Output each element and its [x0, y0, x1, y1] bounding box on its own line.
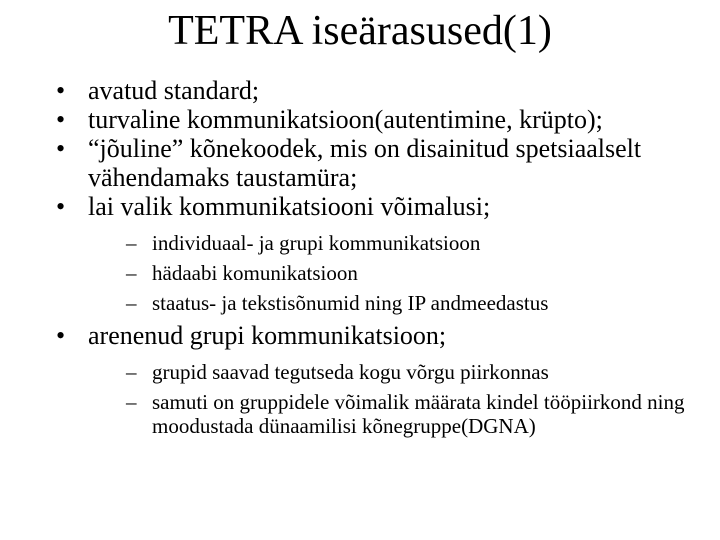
sub-bullet-item — [126, 390, 696, 438]
sub-bullet-text: grupid saavad tegutseda kogu võrgu piirkonnas — [152, 360, 549, 384]
bullet-icon: • — [56, 321, 66, 350]
bullet-item — [56, 76, 696, 105]
bullet-list — [56, 76, 696, 438]
dash-icon: – — [126, 360, 137, 384]
dash-icon: – — [126, 390, 137, 414]
sub-bullet-text: individuaal- ja grupi kommunikatsioon — [152, 231, 481, 255]
sub-bullet-text: samuti on gruppidele võimalik määrata kindel tööpiirkond ning moodustada dünaamilisi kõnegruppe(DGNA) — [152, 390, 685, 438]
bullet-icon: • — [56, 192, 66, 221]
bullet-item — [56, 192, 696, 315]
bullet-text: avatud standard; — [88, 76, 260, 105]
dash-icon: – — [126, 291, 137, 315]
bullet-icon: • — [56, 105, 66, 134]
bullet-text: arenenud grupi kommunikatsioon; — [88, 321, 447, 350]
bullet-item — [56, 105, 696, 134]
bullet-icon: • — [56, 134, 66, 163]
sub-bullet-item — [126, 231, 696, 255]
sub-bullet-item — [126, 360, 696, 384]
sub-bullet-text: staatus- ja tekstisõnumid ning IP andmeedastus — [152, 291, 549, 315]
dash-icon: – — [126, 261, 137, 285]
slide-body — [56, 76, 696, 444]
sub-bullet-list — [126, 360, 696, 438]
sub-bullet-item — [126, 261, 696, 285]
bullet-item — [56, 321, 696, 438]
dash-icon: – — [126, 231, 137, 255]
bullet-text: lai valik kommunikatsiooni võimalusi; — [88, 192, 491, 221]
slide-title: TETRA iseärasused(1) — [168, 8, 552, 54]
sub-bullet-list — [126, 231, 696, 315]
sub-bullet-text: hädaabi komunikatsioon — [152, 261, 358, 285]
bullet-text: “jõuline” kõnekoodek, mis on disainitud spetsiaalselt vähendamaks taustamüra; — [88, 134, 642, 192]
bullet-text: turvaline kommunikatsioon(autentimine, krüpto); — [88, 105, 603, 134]
bullet-item — [56, 134, 696, 192]
bullet-icon: • — [56, 76, 66, 105]
sub-bullet-item — [126, 291, 696, 315]
